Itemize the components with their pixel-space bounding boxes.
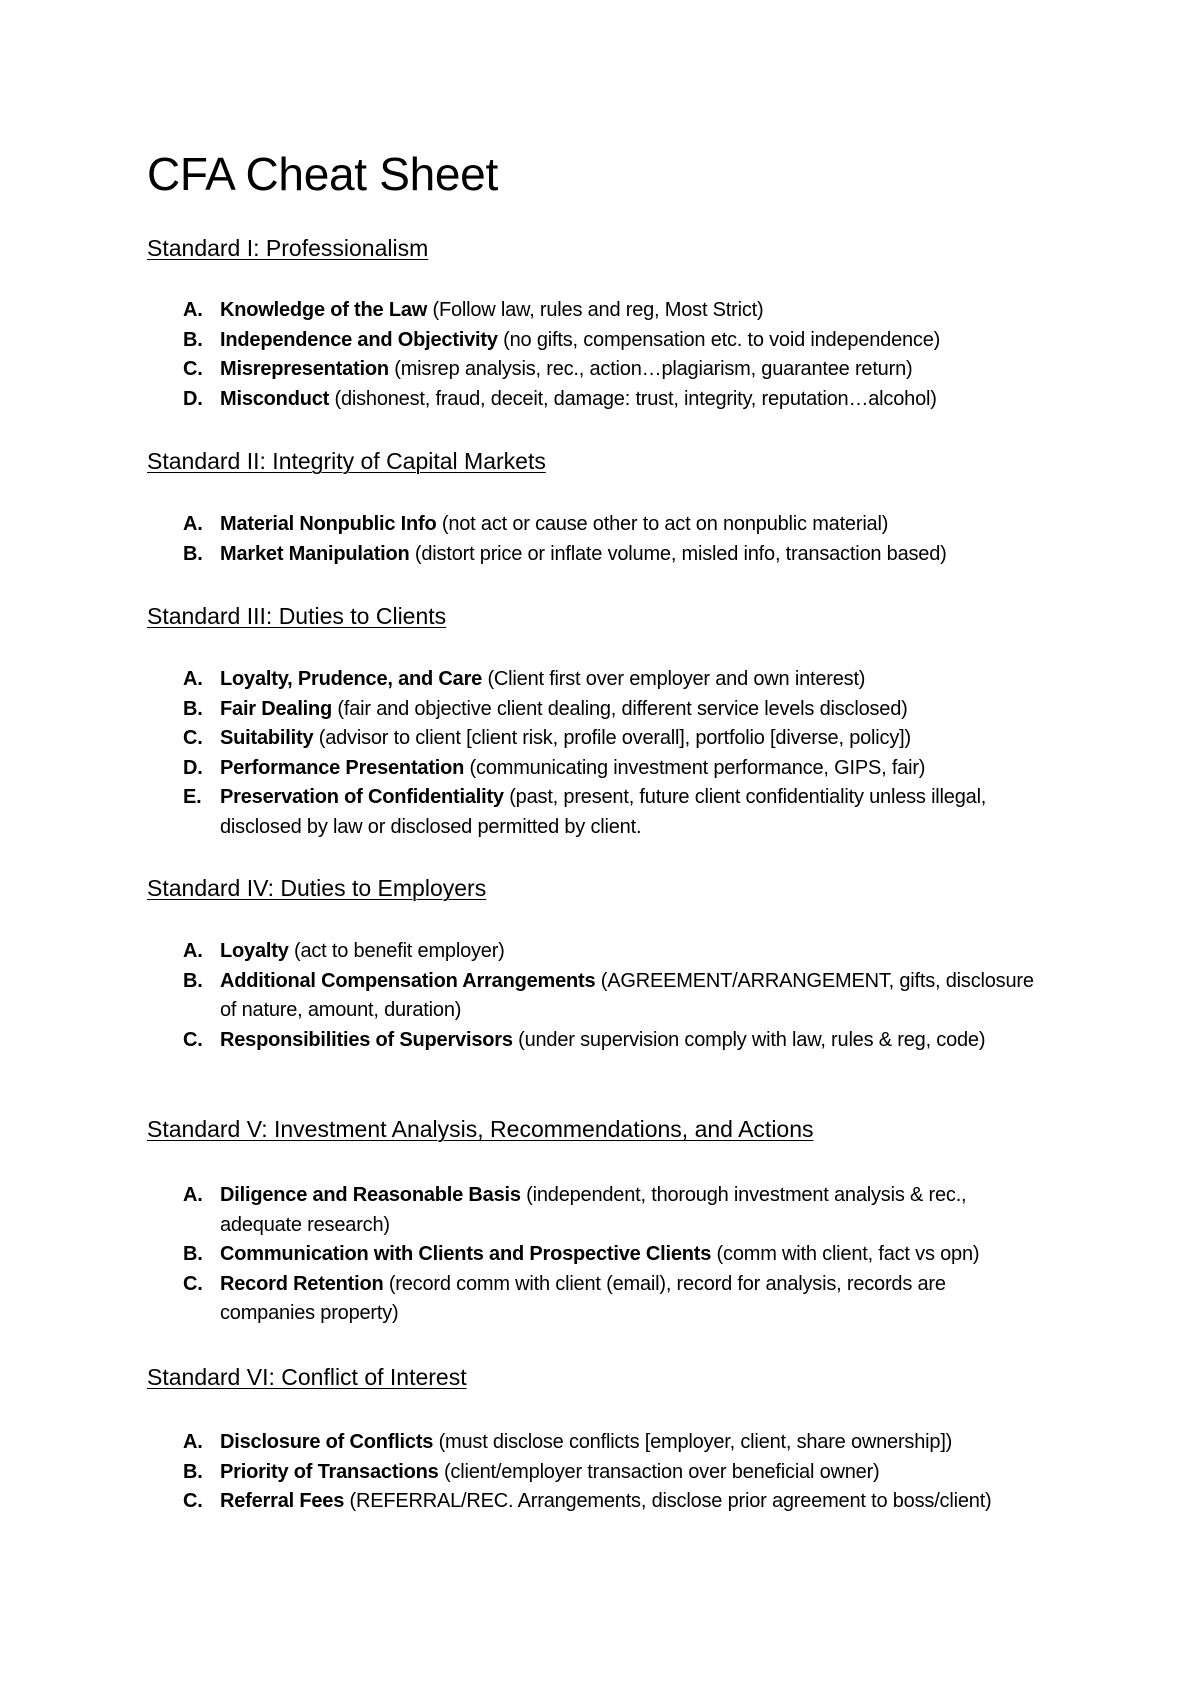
item-detail: (client/employer transaction over beneficial owner) <box>438 1460 880 1483</box>
section-heading: Standard III: Duties to Clients <box>147 603 447 629</box>
item-detail: (no gifts, compensation etc. to void independence) <box>497 328 941 351</box>
item-term: Suitability <box>220 727 314 749</box>
item-term: Loyalty <box>220 940 289 962</box>
item-letter: A. <box>183 513 203 535</box>
list-item <box>147 967 1040 1026</box>
item-term: Loyalty, Prudence, and Care <box>220 668 483 690</box>
item-term: Fair Dealing <box>220 697 333 720</box>
item-term: Misconduct <box>220 387 330 410</box>
section-item-list <box>147 510 1107 569</box>
item-letter: A. <box>183 299 203 321</box>
item-letter: A. <box>183 940 203 962</box>
section-heading: Standard I: Professionalism <box>147 235 429 261</box>
item-term: Market Manipulation <box>220 542 410 565</box>
list-item <box>147 355 1040 385</box>
item-letter: C. <box>183 1490 203 1512</box>
item-letter: A. <box>183 668 203 690</box>
item-term: Misrepresentation <box>220 358 389 380</box>
section-item-list <box>147 937 1107 1055</box>
item-detail: (REFERRAL/REC. Arrangements, disclose prior agreement to boss/client) <box>344 1490 992 1512</box>
section-item-list <box>147 1181 1107 1329</box>
item-detail: (Follow law, rules and reg, Most Strict) <box>427 299 764 321</box>
section-item-list <box>147 1428 1107 1517</box>
item-detail: (under supervision comply with law, rules & reg, code) <box>512 1028 986 1051</box>
item-term: Diligence and Reasonable Basis <box>220 1184 521 1206</box>
list-item <box>147 385 1040 415</box>
item-letter: B. <box>183 542 203 565</box>
list-item <box>147 695 1040 725</box>
item-term: Knowledge of the Law <box>220 299 428 321</box>
section-heading: Standard IV: Duties to Employers <box>147 875 487 901</box>
item-detail: (dishonest, fraud, deceit, damage: trust, integrity, reputation…alcohol) <box>329 387 937 410</box>
item-letter: B. <box>183 1243 203 1265</box>
item-letter: C. <box>183 1028 203 1051</box>
item-term: Material Nonpublic Info <box>220 513 437 535</box>
list-item <box>147 296 1040 326</box>
list-item <box>147 665 1040 695</box>
item-letter: B. <box>183 697 203 720</box>
item-term: Record Retention <box>220 1272 384 1295</box>
item-detail: (misrep analysis, rec., action…plagiarism, guarantee return) <box>388 358 913 380</box>
item-letter: B. <box>183 969 203 992</box>
item-detail: (must disclose conflicts [employer, client, share ownership]) <box>433 1431 953 1453</box>
list-item <box>147 1026 1040 1056</box>
item-letter: C. <box>183 1272 203 1295</box>
item-detail: (record comm with client (email), record for analysis, records are companies property) <box>220 1272 946 1324</box>
item-detail: (independent, thorough investment analysis & rec., adequate research) <box>220 1184 967 1236</box>
item-detail: (not act or cause other to act on nonpublic material) <box>436 513 889 535</box>
list-item <box>147 326 1040 356</box>
item-letter: D. <box>183 387 203 410</box>
list-item <box>147 540 1040 570</box>
item-letter: D. <box>183 756 203 779</box>
list-item <box>147 937 1040 967</box>
list-item <box>147 783 1040 842</box>
list-item <box>147 754 1040 784</box>
section-item-list <box>147 296 1107 414</box>
item-term: Responsibilities of Supervisors <box>220 1028 513 1051</box>
item-detail: (act to benefit employer) <box>288 940 505 962</box>
list-item <box>147 1428 1040 1458</box>
page-title: CFA Cheat Sheet <box>147 148 498 200</box>
item-term: Priority of Transactions <box>220 1460 439 1483</box>
item-detail: (AGREEMENT/ARRANGEMENT, gifts, disclosure of nature, amount, duration) <box>220 969 1034 1021</box>
item-term: Disclosure of Conflicts <box>220 1431 434 1453</box>
item-term: Performance Presentation <box>220 756 465 779</box>
item-detail: (comm with client, fact vs opn) <box>711 1243 980 1265</box>
item-letter: A. <box>183 1431 203 1453</box>
list-item <box>147 1240 1040 1270</box>
list-item <box>147 1270 1040 1329</box>
section-item-list <box>147 665 1107 842</box>
item-detail: (advisor to client [client risk, profile overall], portfolio [diverse, policy]) <box>313 727 911 749</box>
item-detail: (distort price or inflate volume, misled info, transaction based) <box>409 542 947 565</box>
item-letter: B. <box>183 328 203 351</box>
list-item <box>147 1487 1040 1517</box>
item-letter: C. <box>183 358 203 380</box>
item-term: Communication with Clients and Prospective Clients <box>220 1243 712 1265</box>
item-detail: (past, present, future client confidentiality unless illegal, disclosed by law or disclosed permitted by client. <box>220 786 987 838</box>
item-term: Independence and Objectivity <box>220 328 498 351</box>
list-item <box>147 1458 1040 1488</box>
item-detail: (Client first over employer and own interest) <box>482 668 866 690</box>
item-detail: (communicating investment performance, GIPS, fair) <box>464 756 926 779</box>
item-letter: C. <box>183 727 203 749</box>
list-item <box>147 724 1040 754</box>
item-letter: B. <box>183 1460 203 1483</box>
item-term: Referral Fees <box>220 1490 345 1512</box>
section-heading: Standard VI: Conflict of Interest <box>147 1364 467 1390</box>
item-letter: E. <box>183 786 202 808</box>
item-term: Additional Compensation Arrangements <box>220 969 596 992</box>
list-item <box>147 510 1040 540</box>
list-item <box>147 1181 1040 1240</box>
item-letter: A. <box>183 1184 203 1206</box>
section-heading: Standard II: Integrity of Capital Markets <box>147 448 546 474</box>
item-term: Preservation of Confidentiality <box>220 786 504 808</box>
item-detail: (fair and objective client dealing, different service levels disclosed) <box>332 697 908 720</box>
section-heading: Standard V: Investment Analysis, Recommendations, and Actions <box>147 1116 814 1142</box>
